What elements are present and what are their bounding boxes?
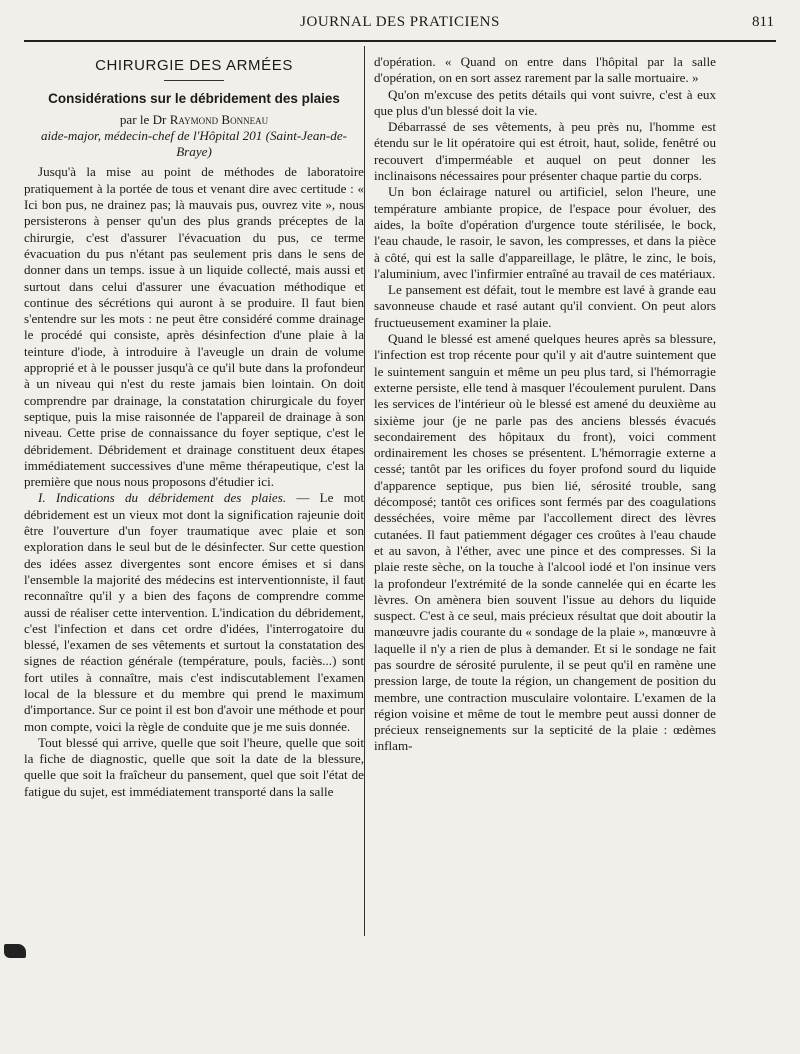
body-paragraph: Un bon éclairage naturel ou artificiel, selon l'heure, une température ambiante propice, de l'espace pour évoluer, des aides, la boîte d'opération d'urgence toute stérilisée, le bock, l'eau chaude, le rasoir, le savon, les compresses, et dans la pièce à côté, qui est la salle d'appareillage, le plâtre, le zinc, le bois, l'aluminium, avec l'infirmier entraîné au travail de ces matériaux. — [374, 184, 716, 281]
ink-blot — [4, 944, 26, 958]
body-paragraph: Qu'on m'excuse des petits détails qui vont suivre, c'est à eux que plus d'un blessé doit la vie. — [374, 86, 716, 118]
body-paragraph: Le pansement est défait, tout le membre est lavé à grande eau savonneuse chaude et rasé autant qu'il convient. On peut alors fructueusement examiner la plaie. — [374, 282, 716, 330]
body-paragraph: Tout blessé qui arrive, quelle que soit l'heure, quelle que soit la fiche de diagnostic, quelle que soit la date de la blessure, quelle que soit la fraîcheur du pansement, quel que soit l'état de fatigue du sujet, est immédiatement transporté dans la salle — [24, 734, 364, 799]
body-paragraph: Jusqu'à la mise au point de méthodes de laboratoire pratiquement à la portée de tous et venant dire avec certitude : « Ici bon pus, ne drainez pas; là mauvais pus, ouvrez vite », nous persisterons à penser qu'un des plus grands préceptes de la chirurgie, c'est d'assurer l'évacuation du pus, ce terme évacuation du pus n'étant pas seulement pris dans le sens de donner dans un temps. issue à un liquide collecté, mais aussi et surtout dans celui d'assurer une évacuation méthodique et continue des sécrétions qui auront à se produire. Il faut bien s'entendre sur les mots : ne peut être considéré comme drainage le procédé qui consiste, après désinfection d'une plaie à la teinture d'iode, à introduire à l'aveugle un drain de volume approprié et à le pousser jusqu'à ce qu'il bute dans la profondeur à un niveau qui n'est du reste jamais bien lointain. On doit comprendre par drainage, la constatation chirurgicale du foyer septique, puis la mise raisonnée de l'appareil de drainage à son niveau. Cette prise de connaissance du foyer septique, c'est le débridement. Débridement et drainage constituent deux étapes immédiatement successives d'une même thérapeutique, c'est la première que nous nous proposons d'étudier ici. — [24, 164, 364, 490]
subsection-text: — Le mot débridement est un vieux mot dont la signification rajeunie doit être l'ouverture d'un foyer traumatique avec plaie et son exploration dans le seul but de le désinfecter. Sur cette question des idées assez divergentes sont encore émises et si dans l'ensemble la majorité des médecins est interventionniste, il faut reconnaître qu'il y a bien des façons de comprendre comme aussi de réaliser cette intervention. L'indication du débridement, c'est l'infection et dans cet ordre d'idées, l'interrogatoire du blessé, l'examen de ses vêtements et surtout la constatation des signes de réaction générale (température, pouls, faciès...) sont fort utiles à connaître, mais c'est indiscutablement l'examen local de la blessure et du membre qui prend le maximum d'importance. Sur ce point il est bon d'avoir une méthode et pour mon compte, voici la règle de conduite que je me suis donnée. — [24, 490, 365, 734]
page-header — [24, 12, 776, 40]
body-paragraph: Débarrassé de ses vêtements, à peu près nu, l'homme est étendu sur le lit opératoire qui est étroit, haut, solide, fenêtré ou recouvert d'imperméable et auquel on peut donner les inclinaisons nécessaires pour présenter chaque partie du corps. — [374, 119, 716, 184]
page-number: 811 — [752, 14, 774, 30]
body-paragraph: d'opération. « Quand on entre dans l'hôpital par la salle d'opération, on en sort assez rarement par la salle mortuaire. » — [374, 54, 716, 86]
subsection-heading: I. Indications du débridement des plaies. — [38, 490, 287, 506]
column-divider — [364, 46, 365, 936]
byline — [24, 112, 364, 128]
title-divider — [164, 80, 224, 81]
journal-title: JOURNAL DES PRATICIENS — [300, 14, 500, 30]
byline-prefix: par le Dr — [119, 111, 167, 127]
right-column — [374, 54, 716, 755]
author-affiliation: aide-major, médecin-chef de l'Hôpital 201 (Saint-Jean-de-Braye) — [40, 127, 348, 160]
body-paragraph — [24, 490, 364, 734]
article-title: Considérations sur le débridement des plaies — [48, 91, 340, 107]
left-column — [24, 52, 364, 800]
body-paragraph: Quand le blessé est amené quelques heures après sa blessure, l'infection est trop récente pour qu'il y ait d'autre suintement que le suintement sanguin et même un peu plus tard, si l'hémorragie externe persiste, elle tend à masquer l'écoulement purulent. Dans les services de l'intérieur où le blessé est amené du deuxième au sixième jour (je ne parle pas des anciens blessés évacués secondairement des hôpitaux du front), voici comment ordinairement les choses se présentent. L'hémorragie externe a cessé; tantôt par les orifices du foyer profond sourd du liquide d'apparence septique, pus bien lié, sérosité trouble, sang décomposé; tantôt ces orifices sont fermés par des coagulations desséchées, voire même par l'accollement direct des lèvres cutanées. Il faut patiemment dégager ces croûtes à l'eau chaude et au savon, à l'éther, avec une pince et des compresses. Si la plaie reste sèche, on la touche à l'alcool iodé et l'on insinue vers la profondeur l'extrémité de la sonde cannelée qui en écarte les lèvres. On amènera bien souvent l'issue au dehors du liquide suspect. C'est à ce seul, mais précieux résultat que doit aboutir la manœuvre jadis courante du « sondage de la plaie », manœuvre à laquelle il n'y a rien de plus à demander. Et si le sondage ne fait pas sourdre de sérosité purulente, il se peut qu'il en ramène une pression large, de toute la région, un changement de position du membre, une contraction musculaire volontaire. L'examen de la région voisine et même de tout le membre peut aussi donner de précieux renseignements sur la septicité de la plaie : œdèmes inflam- — [374, 331, 716, 754]
section-title: CHIRURGIE DES ARMÉES — [95, 57, 293, 74]
header-rule — [24, 40, 776, 42]
author-name: Raymond Bonneau — [169, 111, 269, 127]
